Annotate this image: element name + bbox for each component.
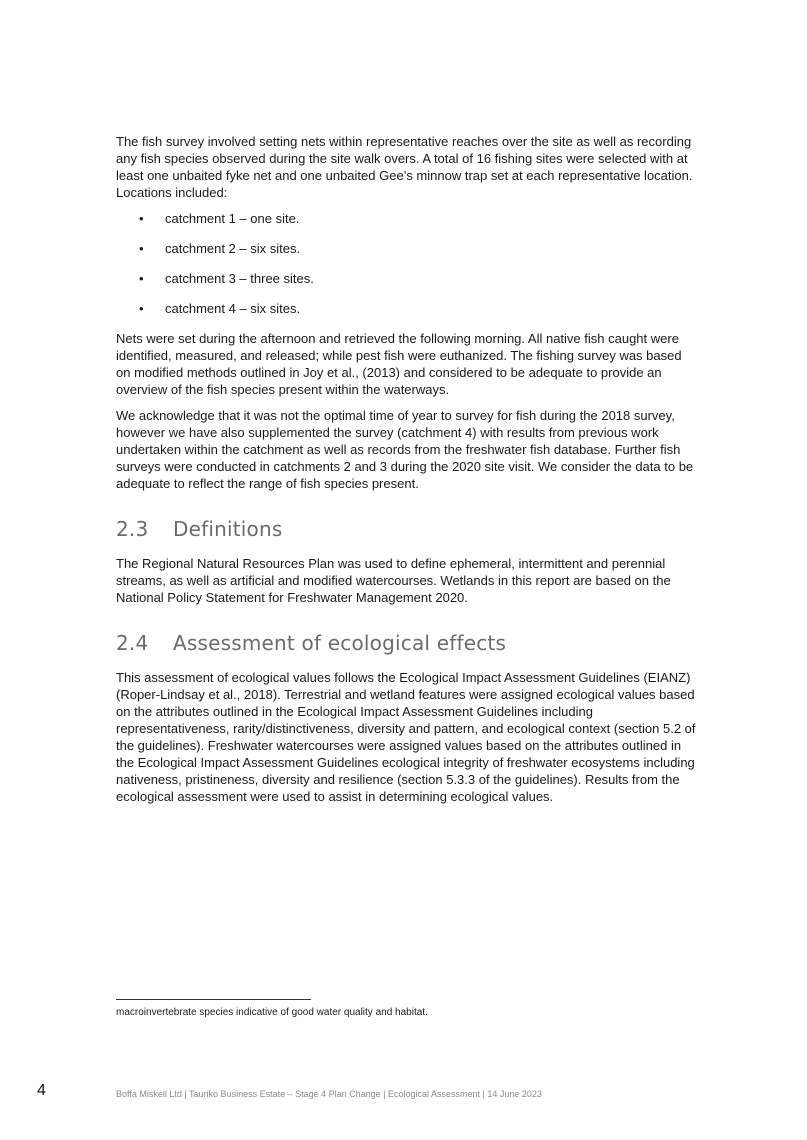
section-title: Assessment of ecological effects xyxy=(173,631,507,655)
footnote: macroinvertebrate species indicative of good water quality and habitat. xyxy=(116,1007,428,1018)
locations-list xyxy=(116,210,696,317)
bullet-icon: • xyxy=(139,271,144,286)
page-footer: Boffa Miskell Ltd | Tauriko Business Estate – Stage 4 Plan Change | Ecological Assessment | 14 June 2023 xyxy=(116,1089,542,1099)
location-text: catchment 4 – six sites. xyxy=(165,301,301,316)
section-number: 2.4 xyxy=(116,631,149,655)
nets-paragraph: Nets were set during the afternoon and retrieved the following morning. All native fish caught were identified, measured, and released; while pest fish were euthanized. The fishing survey was based on modified methods outlined in Joy et al., (2013) and considered to be adequate to provide an overview of the fish species present within the waterways. xyxy=(116,331,682,397)
bullet-icon: • xyxy=(139,211,144,226)
bullet-icon: • xyxy=(139,241,144,256)
location-text: catchment 3 – three sites. xyxy=(165,271,314,286)
bullet-icon: • xyxy=(139,301,144,316)
list-item xyxy=(116,300,696,317)
body-content xyxy=(116,133,696,814)
section-heading-assessment xyxy=(116,630,696,656)
section-title: Definitions xyxy=(173,517,283,541)
page-number: 4 xyxy=(37,1082,46,1099)
section-heading-definitions xyxy=(116,516,696,542)
location-text: catchment 2 – six sites. xyxy=(165,241,301,256)
list-item xyxy=(116,210,696,227)
acknowledge-paragraph: We acknowledge that it was not the optimal time of year to survey for fish during the 2018 survey, however we have also supplemented the survey (catchment 4) with results from previous work undertaken within the catchment as well as records from the freshwater fish database. Further fish surveys were conducted in catchments 2 and 3 during the 2020 site visit. We consider the data to be adequate to reflect the range of fish species present. xyxy=(116,408,694,491)
list-item xyxy=(116,270,696,287)
intro-paragraph: The fish survey involved setting nets within representative reaches over the site as well as recording any fish species observed during the site walk overs. A total of 16 fishing sites were selected with at least one unbaited fyke net and one unbaited Gee’s minnow trap set at each representative location. Locations included: xyxy=(116,134,693,200)
assessment-paragraph: This assessment of ecological values follows the Ecological Impact Assessment Guidelines (EIANZ) (Roper-Lindsay et al., 2018). Terrestrial and wetland features were assigned ecological values based on the attributes outlined in the Ecological Impact Assessment Guidelines including representativeness, rarity/distinctiveness, diversity and pattern, and ecological context (section 5.2 of the guidelines). Freshwater watercourses were assigned values based on the attributes outlined in the Ecological Impact Assessment Guidelines ecological integrity of freshwater ecosystems including nativeness, pristineness, diversity and resilience (section 5.3.3 of the guidelines). Results from the ecological assessment were used to assist in determining ecological values. xyxy=(116,670,696,804)
list-item xyxy=(116,240,696,257)
definitions-paragraph: The Regional Natural Resources Plan was used to define ephemeral, intermittent and perennial streams, as well as artificial and modified watercourses. Wetlands in this report are based on the National Policy Statement for Freshwater Management 2020. xyxy=(116,556,671,605)
location-text: catchment 1 – one site. xyxy=(165,211,300,226)
section-number: 2.3 xyxy=(116,517,149,541)
footnote-divider xyxy=(116,999,311,1000)
